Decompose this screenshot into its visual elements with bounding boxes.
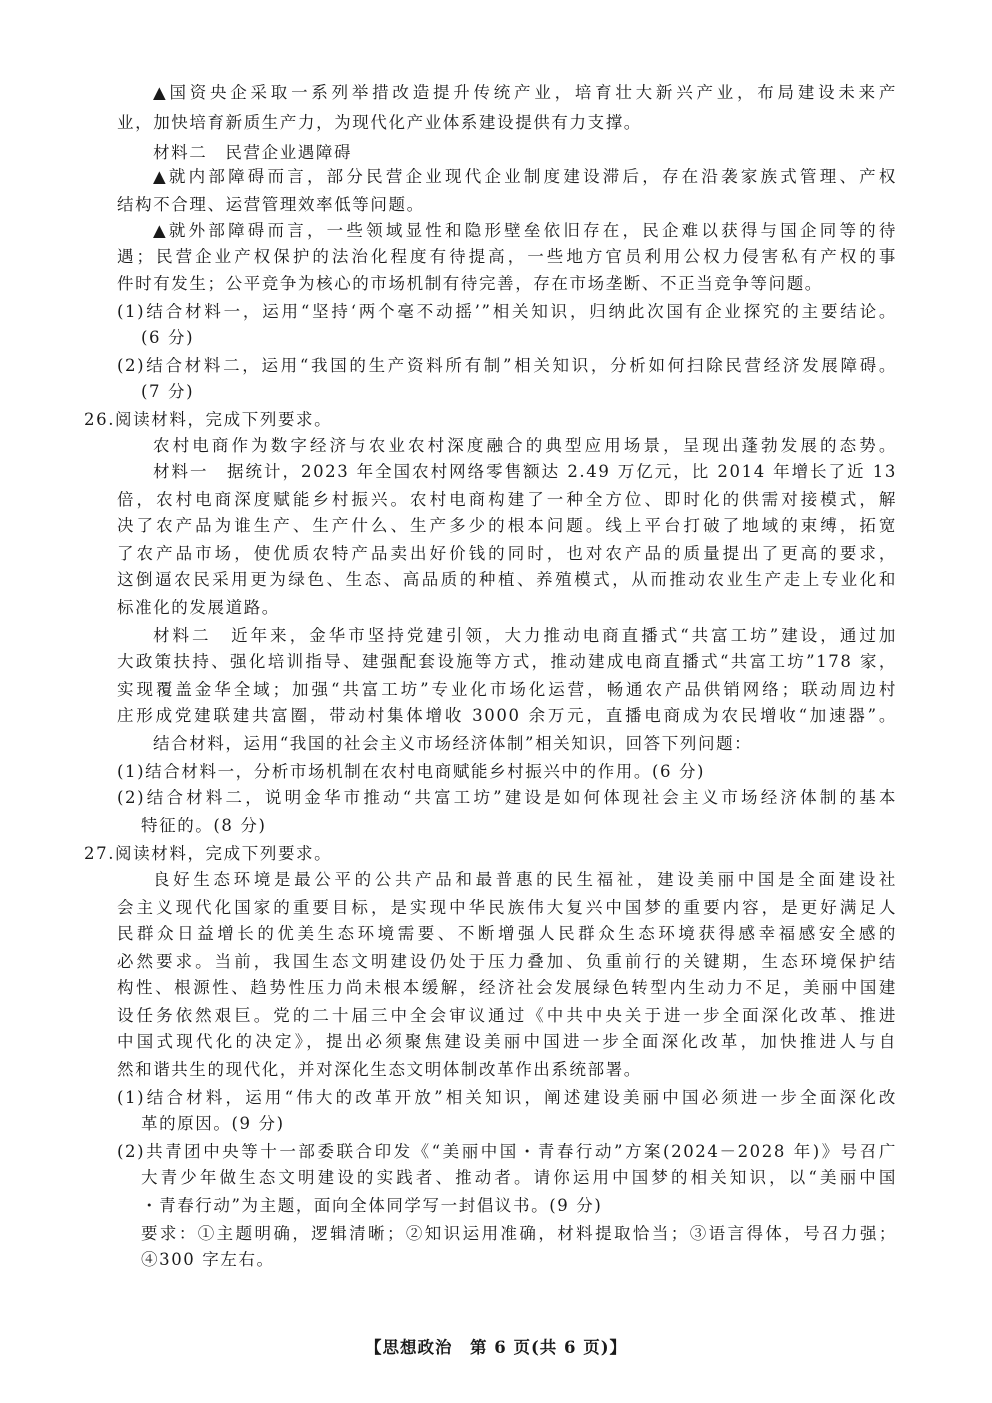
text-line: 庄形成党建联建共富圈，带动村集体增收 3000 余万元，直播电商成为农民增收“加速器”。 [117,706,897,725]
text-line: ▲国资央企采取一系列举措改造提升传统产业，培育壮大新兴产业，布局建设未来产 [153,83,897,102]
text-line: 倍，农村电商深度赋能乡村振兴。农村电商构建了一种全方位、即时化的供需对接模式，解 [117,490,897,509]
text-line: 件时有发生；公平竞争为核心的市场机制有待完善，存在市场垄断、不正当竞争等问题。 [117,274,823,293]
text-line: 必然要求。当前，我国生态文明建设仍处于压力叠加、负重前行的关键期，生态环境保护结 [117,952,897,971]
text-line: 了农产品市场，使优质农特产品卖出好价钱的同时，也对农产品的质量提出了更高的要求， [117,544,897,563]
requirement-line: 要求：①主题明确，逻辑清晰；②知识运用准确，材料提取恰当；③语言得体，号召力强； [141,1224,897,1243]
text-line: 结构不合理、运营管理效率低等问题。 [117,195,425,214]
text-line: 实现覆盖金华全域；加强“共富工坊”专业化市场化运营，畅通农产品供销网络；联动周边村 [117,680,897,699]
question-line: (1)结合材料一，分析市场机制在农村电商赋能乡村振兴中的作用。(6 分) [117,762,706,781]
text-line: 良好生态环境是最公平的公共产品和最普惠的民生福祉，建设美丽中国是全面建设社 [153,870,897,889]
question-line: (1)结合材料一，运用“坚持‘两个毫不动摇’”相关知识，归纳此次国有企业探究的主要结论。 [117,302,897,321]
question-line: ・青春行动”为主题，面向全体同学写一封倡议书。(9 分) [141,1196,603,1215]
text-line: 决了农产品为谁生产、生产什么、生产多少的根本问题。线上平台打破了地域的束缚，拓宽 [117,516,897,535]
text-line: 遇；民营企业产权保护的法治化程度有待提高，一些地方官员利用公权力侵害私有产权的事 [117,247,897,266]
question-score: (6 分) [141,328,195,347]
text-line: 这倒逼农民采用更为绿色、生态、高品质的种植、养殖模式，从而推动农业生产走上专业化和 [117,570,897,589]
text-line: 农村电商作为数字经济与农业农村深度融合的典型应用场景，呈现出蓬勃发展的态势。 [153,436,897,455]
section-heading: 材料二 民营企业遇障碍 [153,143,353,162]
text-line: 会主义现代化国家的重要目标，是实现中华民族伟大复兴中国梦的重要内容，是更好满足人 [117,898,897,917]
question-heading: 26.阅读材料，完成下列要求。 [84,410,333,429]
page-footer: 【思想政治 第 6 页(共 6 页)】 [364,1338,628,1357]
question-line: 大青少年做生态文明建设的实践者、推动者。请你运用中国梦的相关知识，以“美丽中国 [141,1168,897,1187]
text-line: 大政策扶持、强化培训指导、建强配套设施等方式，推动建成电商直播式“共富工坊”178 家， [117,652,897,671]
text-line: ▲就外部障碍而言，一些领域显性和隐形壁垒依旧存在，民企难以获得与国企同等的待 [153,221,897,240]
text-line: ▲就内部障碍而言，部分民营企业现代企业制度建设滞后，存在沿袭家族式管理、产权 [153,167,897,186]
question-line: 特征的。(8 分) [141,816,267,835]
question-score: (7 分) [141,382,195,401]
text-line: 标准化的发展道路。 [117,598,280,617]
question-line: (1)结合材料，运用“伟大的改革开放”相关知识，阐述建设美丽中国必须进一步全面深化改 [117,1088,897,1107]
text-line: 业，加快培育新质生产力，为现代化产业体系建设提供有力支撑。 [117,113,642,132]
question-line: (2)结合材料二，说明金华市推动“共富工坊”建设是如何体现社会主义市场经济体制的基本 [117,788,897,807]
text-line: 构性、根源性、趋势性压力尚未根本缓解，经济社会发展绿色转型内生动力不足，美丽中国建 [117,978,897,997]
text-line: 中国式现代化的决定》，提出必须聚焦建设美丽中国进一步全面深化改革，加快推进人与自 [117,1032,897,1051]
text-line: 然和谐共生的现代化，并对深化生态文明体制改革作出系统部署。 [117,1060,642,1079]
requirement-line: ④300 字左右。 [141,1250,275,1269]
text-line: 材料一 据统计，2023 年全国农村网络零售额达 2.49 万亿元，比 2014 年增长了近 13 [153,462,897,481]
text-line: 民群众日益增长的优美生态环境需要、不断增强人民群众生态环境获得感幸福感安全感的 [117,924,897,943]
question-line: (2)结合材料二，运用“我国的生产资料所有制”相关知识，分析如何扫除民营经济发展障碍。 [117,356,897,375]
question-line: 革的原因。(9 分) [141,1114,285,1133]
text-line: 结合材料，运用“我国的社会主义市场经济体制”相关知识，回答下列问题： [153,734,753,753]
question-line: (2)共青团中央等十一部委联合印发《“美丽中国・青春行动”方案(2024－2028 年)》号召广 [117,1142,897,1161]
text-line: 设任务依然艰巨。党的二十届三中全会审议通过《中共中央关于进一步全面深化改革、推进 [117,1006,897,1025]
question-heading: 27.阅读材料，完成下列要求。 [84,844,333,863]
text-line: 材料二 近年来，金华市坚持党建引领，大力推动电商直播式“共富工坊”建设，通过加 [153,626,897,645]
